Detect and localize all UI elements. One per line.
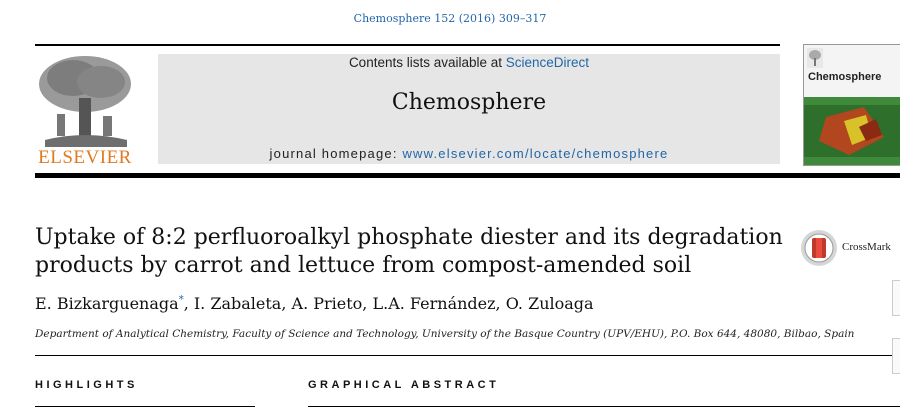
affiliation-rule (35, 355, 900, 356)
header-bottom-rule (35, 173, 900, 178)
author-others[interactable]: , I. Zabaleta, A. Prieto, L.A. Fernández, O. Zuloaga (183, 294, 594, 313)
crossmark-button[interactable] (800, 229, 900, 269)
article-title (35, 224, 795, 280)
homepage-line (158, 146, 780, 161)
article-title-line-2: products by carrot and lettuce from compost-amended soil (35, 253, 692, 278)
journal-title: Chemosphere (391, 90, 547, 115)
sciencedirect-link[interactable]: ScienceDirect (505, 55, 590, 70)
header-top-rule (35, 44, 780, 46)
homepage-link[interactable]: www.elsevier.com/locate/chemosphere (402, 146, 669, 161)
side-tab-1[interactable] (892, 280, 900, 316)
corresponding-author-mark[interactable]: * (178, 294, 184, 306)
highlights-heading: HIGHLIGHTS (35, 379, 138, 391)
homepage-prefix: journal homepage: (269, 146, 403, 161)
elsevier-logo[interactable] (35, 52, 135, 167)
elsevier-tree-icon (35, 52, 135, 147)
highlights-rule (35, 406, 255, 407)
crossmark-icon (800, 229, 838, 267)
author-first[interactable]: E. Bizkarguenaga (35, 294, 179, 313)
elsevier-wordmark: ELSEVIER (38, 147, 132, 168)
journal-cover-thumbnail[interactable] (803, 44, 900, 166)
journal-banner (158, 54, 780, 164)
side-tab-2[interactable] (892, 338, 900, 374)
cover-image (804, 97, 900, 165)
cover-title: Chemosphere (808, 71, 882, 83)
contents-line (158, 55, 780, 70)
author-list (35, 294, 594, 313)
cover-logo-icon (807, 48, 823, 68)
graphical-abstract-heading: GRAPHICAL ABSTRACT (308, 379, 500, 391)
affiliation: Department of Analytical Chemistry, Faculty of Science and Technology, University of the Basque Country (UPV/EHU), P.O. Box 644, 48080, Bilbao, Spain (35, 328, 855, 340)
journal-citation[interactable]: Chemosphere 152 (2016) 309–317 (353, 12, 547, 25)
contents-prefix: Contents lists available at (348, 55, 506, 70)
crossmark-label: CrossMark (842, 241, 891, 253)
article-title-line-1: Uptake of 8:2 perfluoroalkyl phosphate diester and its degradation (35, 225, 783, 250)
graphical-abstract-rule (308, 406, 900, 407)
